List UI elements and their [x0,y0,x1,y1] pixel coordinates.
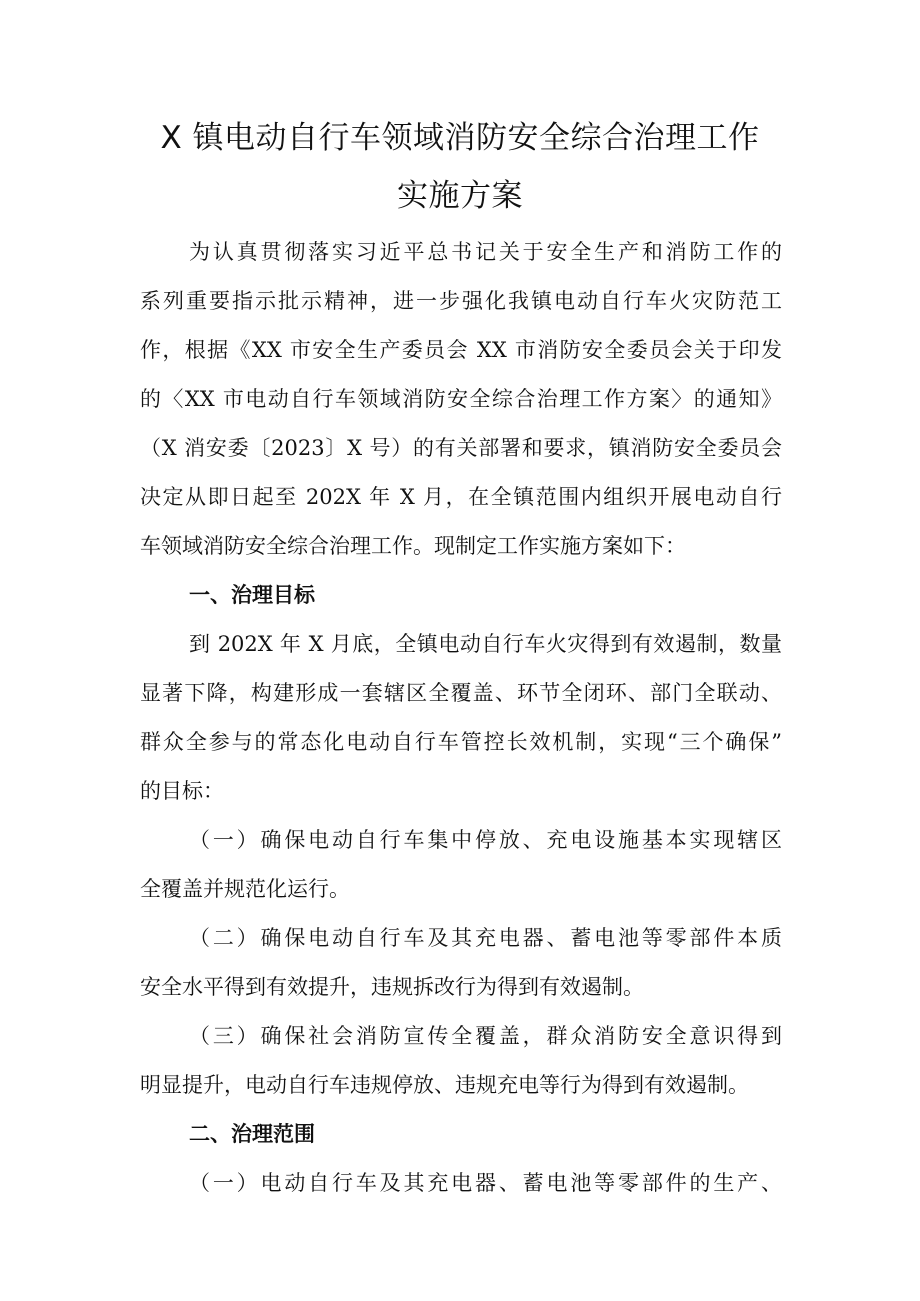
paragraph-line: 的〈XX 市电动自行车领域消防安全综合治理工作方案〉的通知》 [140,387,782,411]
document-title-line-2: 实施方案 [397,178,523,214]
paragraph-line: 群众全参与的常态化电动自行车管控长效机制，实现“三个确保” [140,730,782,754]
paragraph-line: （X 消安委〔2023〕X 号）的有关部署和要求，镇消防安全委员会 [140,436,782,460]
paragraph-line: （二）确保电动自行车及其充电器、蓄电池等零部件本质 [189,926,782,950]
paragraph-line: 安全水平得到有效提升，违规拆改行为得到有效遏制。 [140,975,644,999]
paragraph-line: 到 202X 年 X 月底，全镇电动自行车火灾得到有效遏制，数量 [189,632,782,656]
paragraph-line: （一）确保电动自行车集中停放、充电设施基本实现辖区 [189,828,782,852]
document-title-line-1: X 镇电动自行车领域消防安全综合治理工作 [160,120,760,156]
paragraph-line: 的目标： [140,779,224,803]
paragraph-line: 显著下降，构建形成一套辖区全覆盖、环节全闭环、部门全联动、 [140,681,782,705]
paragraph-line: 明显提升，电动自行车违规停放、违规充电等行为得到有效遏制。 [140,1073,749,1097]
section-heading-scope: 二、治理范围 [189,1122,315,1146]
paragraph-line: 车领域消防安全综合治理工作。现制定工作实施方案如下： [140,534,686,558]
paragraph-line: 全覆盖并规范化运行。 [140,877,350,901]
paragraph-line: （三）确保社会消防宣传全覆盖，群众消防安全意识得到 [189,1024,782,1048]
paragraph-line: 系列重要指示批示精神，进一步强化我镇电动自行车火灾防范工 [140,289,782,313]
paragraph-line: （一）电动自行车及其充电器、蓄电池等零部件的生产、 [189,1171,782,1195]
paragraph-line: 作，根据《XX 市安全生产委员会 XX 市消防安全委员会关于印发 [140,338,782,362]
paragraph-line: 决定从即日起至 202X 年 X 月，在全镇范围内组织开展电动自行 [140,485,782,509]
paragraph-line: 为认真贯彻落实习近平总书记关于安全生产和消防工作的 [189,240,782,264]
section-heading-goals: 一、治理目标 [189,583,315,607]
